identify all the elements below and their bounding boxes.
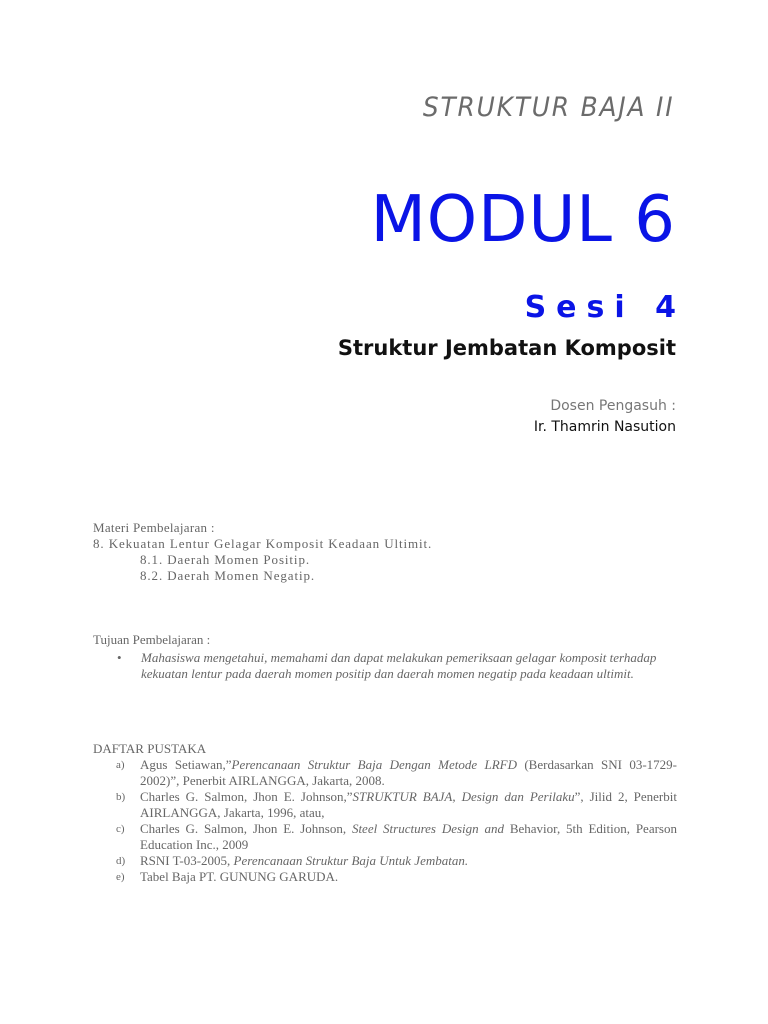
reference-pre: Charles G. Salmon, Jhon E. Johnson,” [140,789,353,804]
reference-list [93,757,677,885]
bullet-icon: • [117,650,122,665]
materi-heading: Materi Pembelajaran : [93,520,215,535]
tujuan-list [93,650,683,682]
reference-item [93,853,677,869]
tujuan-heading: Tujuan Pembelajaran : [93,632,211,647]
reference-post: ”, Jilid 2, Penerbit AIRLANGGA, Jakarta, 1996, atau, [140,789,677,820]
reference-pre: Agus Setiawan,” [140,757,232,772]
module-title: MODUL 6 [370,183,676,257]
reference-post: Behavior, 5th Edition, Pearson Education Inc., 2009 [140,821,677,852]
reference-marker: a) [116,759,125,771]
lecturer-label: Dosen Pengasuh : [550,398,676,414]
reference-item [93,789,677,821]
reference-title: Perencanaan Struktur Baja Untuk Jembatan. [233,853,469,868]
reference-post: (Berdasarkan SNI 03-1729-2002)”, Penerbit AIRLANGGA, Jakarta, 2008. [140,757,677,788]
lecturer-name: Ir. Thamrin Nasution [533,419,676,435]
reference-pre: RSNI T-03-2005, [140,853,234,868]
reference-item [93,869,677,885]
materi-sub-item: 8.2. Daerah Momen Negatip. [140,568,316,583]
materi-section [93,520,683,584]
reference-item [93,821,677,853]
reference-pre: Tabel Baja PT. GUNUNG GARUDA. [140,869,339,884]
tujuan-section [93,632,683,682]
reference-pre: Charles G. Salmon, Jhon E. Johnson, [140,821,352,836]
topic-title: Struktur Jembatan Komposit [337,336,676,360]
pustaka-heading: DAFTAR PUSTAKA [93,741,207,756]
reference-marker: c) [116,823,125,835]
reference-title: Perencanaan Struktur Baja Dengan Metode LRFD [231,757,517,772]
reference-title: STRUKTUR BAJA, Design dan Perilaku [352,789,575,804]
list-item [93,650,683,682]
tujuan-item-text: Mahasiswa mengetahui, memahami dan dapat melakukan pemeriksaan gelagar komposit terhadap kekuatan lentur pada daerah momen positip dan daerah momen negatip pada keadaan ultimit. [141,650,657,681]
session-title: Sesi 4 [524,290,686,325]
materi-sub-item: 8.1. Daerah Momen Positip. [140,552,310,567]
materi-main: 8. Kekuatan Lentur Gelagar Komposit Keadaan Ultimit. [93,536,433,551]
pustaka-section [93,741,677,885]
reference-item [93,757,677,789]
reference-marker: b) [116,791,126,803]
reference-marker: d) [116,855,126,867]
reference-title: Steel Structures Design and [351,821,504,836]
reference-marker: e) [116,871,125,883]
course-title: STRUKTUR BAJA II [422,92,674,123]
